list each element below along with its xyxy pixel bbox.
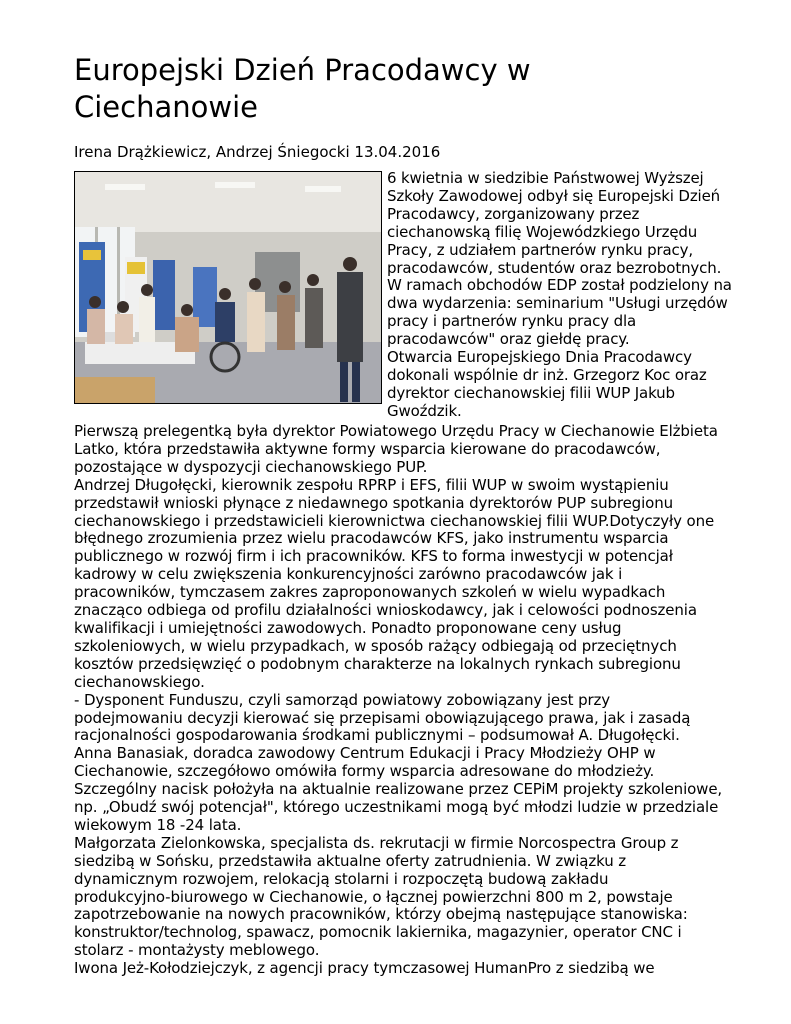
text-line: racjonalności gospodarowania środkami publicznymi – podsumował A. Długołęcki.	[74, 726, 680, 745]
text-line: przedstawił wnioski płynące z niedawnego spotkania dyrektorów PUP subregionu	[74, 493, 673, 512]
text-line: Pierwszą prelegentką była dyrektor Powiatowego Urzędu Pracy w Ciechanowie Elżbieta	[74, 422, 718, 440]
article-title: Europejski Dzień Pracodawcy w Ciechanowie	[74, 53, 531, 124]
text-line: - Dysponent Funduszu, czyli samorząd powiatowy zobowiązany jest przy	[74, 690, 611, 709]
text-line: Małgorzata Zielonkowska, specjalista ds. rekrutacji w firmie Norcospectra Group z	[74, 833, 679, 852]
text-line: Latko, która przedstawiła aktywne formy wsparcia kierowane do pracodawców,	[74, 439, 661, 458]
text-line: Szkoły Zawodowej odbył się Europejski Dzień	[387, 186, 721, 205]
text-line: np. „Obudź swój potencjał", którego uczestnikami mogą być młodzi ludzie w przedziale	[74, 798, 719, 817]
text-line: siedzibą w Sońsku, przedstawiła aktualne oferty zatrudnienia. W związku z	[74, 851, 626, 870]
text-line: zapotrzebowanie na nowych pracowników, którzy obejmą następujące stanowiska:	[74, 905, 688, 924]
text-line: szkoleniowych, w wielu przypadkach, w sposób rażący odbiegają od przeciętnych	[74, 636, 677, 655]
text-line: podejmowaniu decyzji kierować się przepisami obowiązującego prawa, jak i zasadą	[74, 708, 691, 727]
text-line: pracy i partnerów rynku pracy dla	[387, 312, 637, 331]
text-line: kwalifikacji i umiejętności zawodowych. Ponadto proponowane ceny usług	[74, 618, 622, 637]
text-line: konstruktor/technolog, spawacz, pomocnik lakiernika, magazynier, operator CNC i	[74, 923, 682, 942]
text-line: produkcyjno-biurowego w Ciechanowie, o łącznej powierzchni 800 m 2, powstaje	[74, 887, 673, 906]
text-line: Ciechanowie, szczegółowo omówiła formy wsparcia adresowane do młodzieży.	[74, 762, 655, 781]
text-line: dynamicznym rozwojem, relokacją stolarni i rozpoczętą budową zakładu	[74, 869, 609, 888]
text-line: Andrzej Długołęcki, kierownik zespołu RPRP i EFS, filii WUP w swoim wystąpieniu	[74, 475, 669, 494]
article-byline: Irena Drążkiewicz, Andrzej Śniegocki 13.04.2016	[74, 143, 441, 161]
text-line: dokonali wspólnie dr inż. Grzegorz Koc oraz	[387, 365, 707, 384]
article-body	[74, 423, 768, 978]
text-line: wiekowym 18 -24 lata.	[74, 815, 242, 834]
text-line: pracowników, tymczasem zakres zaproponowanych szkoleń w wielu wypadkach	[74, 583, 666, 602]
text-line: pracodawców, studentów oraz bezrobotnych.	[387, 258, 722, 277]
text-line: Pracodawcy, zorganizowany przez	[387, 204, 640, 223]
text-line: 6 kwietnia w siedzibie Państwowej Wyższej	[387, 169, 704, 187]
text-line: kadrowy w celu zwiększenia konkurencyjności zarówno pracodawców jak i	[74, 565, 623, 584]
text-line: znacząco odbiega od profilu działalności wnioskodawcy, jak i celowości podnoszenia	[74, 601, 697, 620]
text-line: błędnego zrozumienia przez wielu pracodawców KFS, jako instrumentu wsparcia	[74, 529, 669, 548]
intro-text	[387, 170, 767, 421]
text-line: Gwoździk.	[387, 401, 462, 420]
text-line: pozostające w dyspozycji ciechanowskiego PUP.	[74, 457, 428, 476]
text-line: pracodawców" oraz giełdę pracy.	[387, 330, 630, 349]
text-line: W ramach obchodów EDP został podzielony na	[387, 276, 732, 295]
text-line: publicznego w rozwój firm i ich pracowników. KFS to forma inwestycji w potencjał	[74, 547, 673, 566]
text-line: kosztów przedsięwzięć o podobnym charakterze na lokalnych rynkach subregionu	[74, 654, 681, 673]
text-line: Otwarcia Europejskiego Dnia Pracodawcy	[387, 348, 692, 367]
text-line: Szczególny nacisk położyła na aktualnie realizowane przez CEPiM projekty szkoleniowe,	[74, 780, 723, 799]
text-line: dwa wydarzenia: seminarium "Usługi urzędów	[387, 294, 728, 313]
event-photo	[74, 171, 382, 404]
text-line: Iwona Jeż-Kołodziejczyk, z agencji pracy tymczasowej HumanPro z siedzibą we	[74, 959, 655, 978]
text-line: ciechanowską filię Wojewódzkiego Urzędu	[387, 222, 698, 241]
text-line: Pracy, z udziałem partnerów rynku pracy,	[387, 240, 693, 259]
text-line: ciechanowskiego i przedstawicieli kierownictwa ciechanowskiej filii WUP.Dotyczyły one	[74, 511, 715, 530]
text-line: dyrektor ciechanowskiej filii WUP Jakub	[387, 383, 675, 402]
text-line: Anna Banasiak, doradca zawodowy Centrum Edukacji i Pracy Młodzieży OHP w	[74, 744, 656, 763]
text-line: ciechanowskiego.	[74, 672, 205, 691]
text-line: stolarz - montażysty meblowego.	[74, 941, 320, 960]
